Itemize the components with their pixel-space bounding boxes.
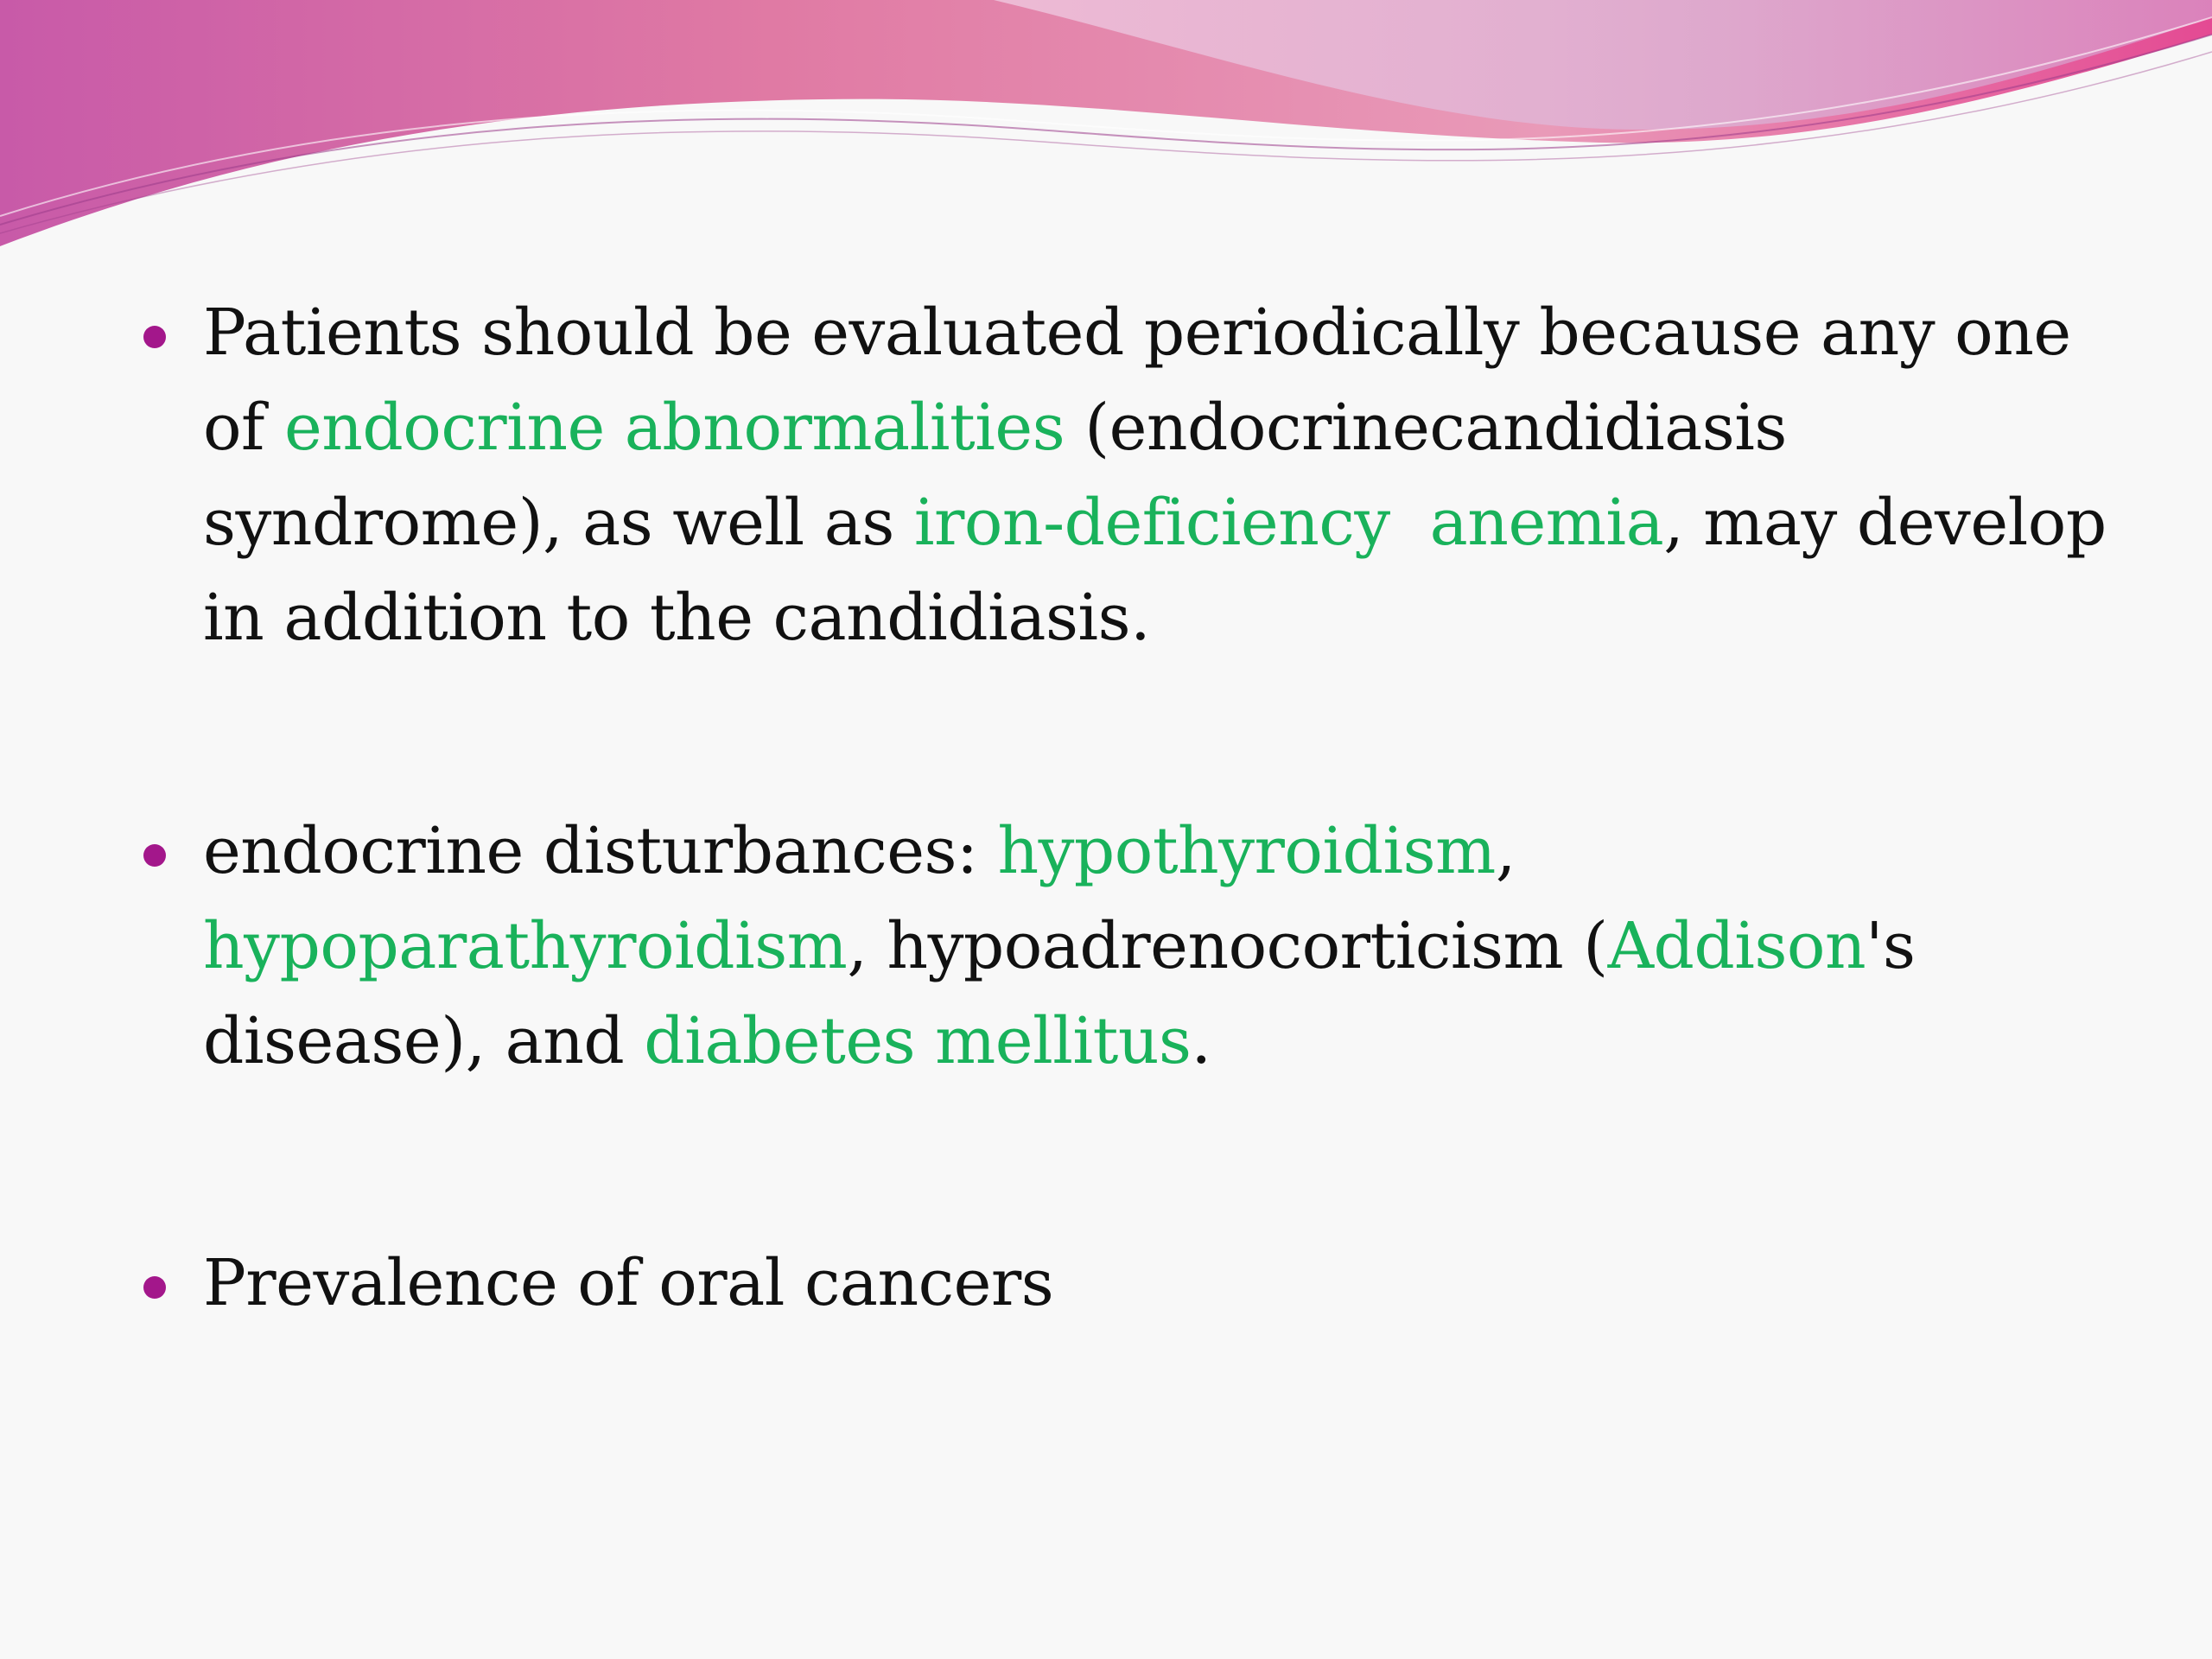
slide-content — [138, 285, 2108, 1331]
bullet-text-3 — [203, 1246, 1053, 1320]
text-run: (endocrinecandidiasis syndrome), as well as — [203, 391, 1787, 560]
text-run: Prevalence of oral cancers — [203, 1246, 1054, 1320]
header-wave-decoration — [0, 0, 2212, 259]
highlighted-term: diabetes mellitus — [644, 1004, 1192, 1078]
text-run: , hypoadrenocorticism ( — [847, 909, 1608, 983]
text-run: Patients should be evaluated periodically because any one of — [203, 296, 2071, 465]
text-run: , — [1495, 814, 1516, 888]
highlighted-term: Addison — [1607, 909, 1866, 983]
text-run: endocrine disturbances: — [203, 814, 998, 888]
highlighted-term: hypothyroidism — [997, 814, 1496, 888]
highlighted-term: endocrine abnormalities — [283, 391, 1065, 465]
bullet-item-2 — [138, 804, 2108, 1089]
text-run: 's disease), and — [203, 909, 1916, 1078]
bullet-dot-icon — [143, 844, 166, 867]
highlighted-term: hypoparathyroidism — [203, 909, 848, 983]
text-run: , may develop in addition to the candidiasis. — [203, 486, 2107, 655]
bullet-item-1 — [138, 285, 2108, 665]
bullet-dot-icon — [143, 326, 166, 348]
bullet-item-3 — [138, 1236, 2108, 1331]
bullet-text-1 — [203, 296, 2107, 655]
highlighted-term: iron-deficiency anemia — [913, 486, 1664, 560]
bullet-text-2 — [203, 814, 1915, 1078]
text-run: . — [1191, 1004, 1211, 1078]
bullet-dot-icon — [143, 1276, 166, 1299]
